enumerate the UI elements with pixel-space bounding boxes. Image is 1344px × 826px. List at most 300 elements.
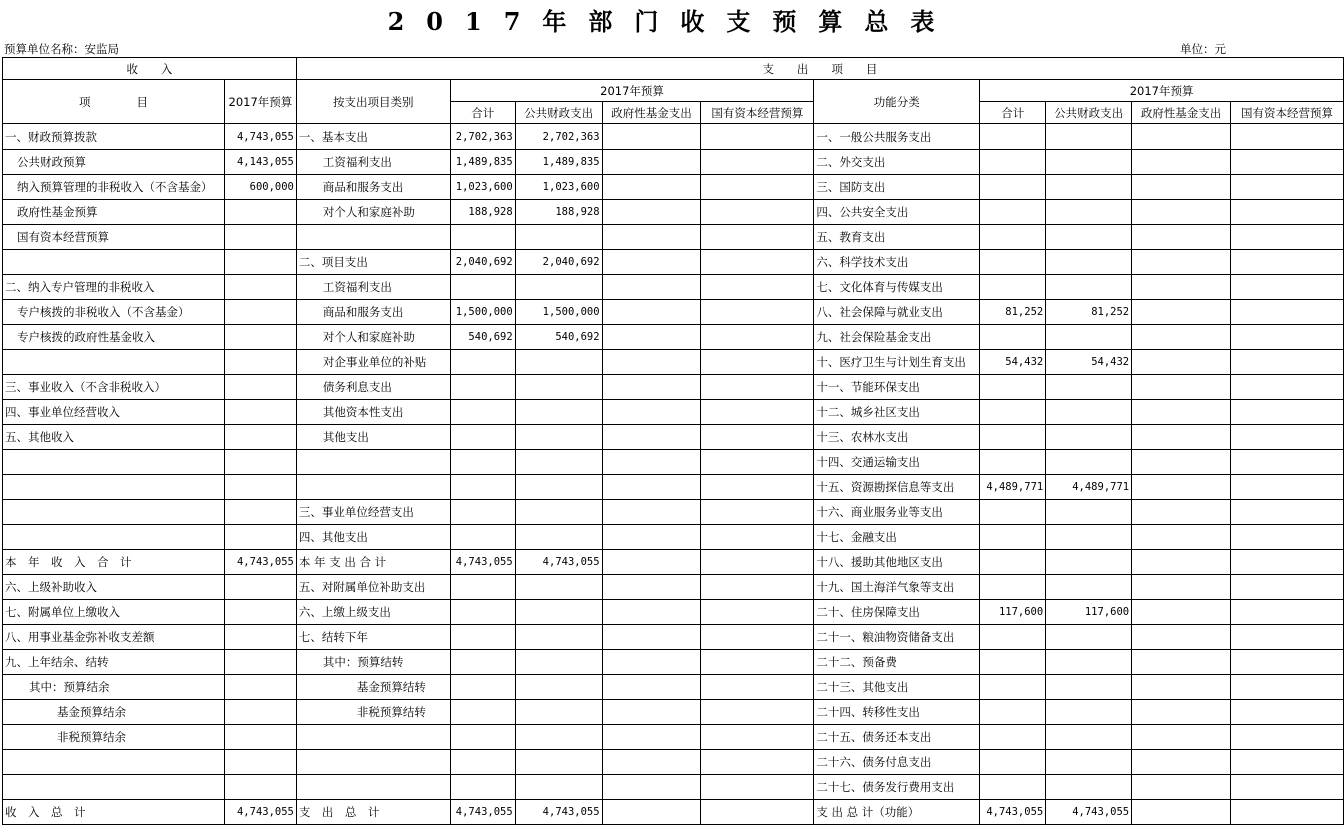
income-item-cell: 六、上级补助收入 bbox=[3, 575, 225, 600]
expense-total-cell bbox=[450, 400, 515, 425]
expense-total-cell bbox=[450, 775, 515, 800]
function-class-cell: 一、一般公共服务支出 bbox=[814, 124, 980, 150]
expense-public-cell bbox=[515, 350, 602, 375]
function-govfund-cell bbox=[1132, 400, 1231, 425]
function-capital-cell bbox=[1231, 750, 1344, 775]
function-class-cell: 二十七、债务发行费用支出 bbox=[814, 775, 980, 800]
expense-capital-cell bbox=[701, 425, 814, 450]
table-row bbox=[3, 400, 1344, 425]
function-govfund-cell bbox=[1132, 600, 1231, 625]
income-budget-cell bbox=[224, 225, 296, 250]
table-row bbox=[3, 300, 1344, 325]
expense-total-cell: 2,702,363 bbox=[450, 124, 515, 150]
function-total-cell: 117,600 bbox=[980, 600, 1046, 625]
function-public-cell: 117,600 bbox=[1046, 600, 1132, 625]
income-item-cell: 基金预算结余 bbox=[3, 700, 225, 725]
expense-public-cell: 1,500,000 bbox=[515, 300, 602, 325]
income-budget-cell bbox=[224, 475, 296, 500]
function-govfund-cell bbox=[1132, 175, 1231, 200]
expense-govfund-cell bbox=[602, 625, 701, 650]
table-row bbox=[3, 775, 1344, 800]
expense-govfund-cell bbox=[602, 425, 701, 450]
expense-capital-cell bbox=[701, 300, 814, 325]
expense-capital-cell bbox=[701, 225, 814, 250]
expense-public-cell bbox=[515, 225, 602, 250]
function-capital-cell bbox=[1231, 600, 1344, 625]
function-public-cell bbox=[1046, 425, 1132, 450]
table-row bbox=[3, 525, 1344, 550]
expense-govfund-cell bbox=[602, 500, 701, 525]
expense-total-cell bbox=[450, 700, 515, 725]
income-budget-cell bbox=[224, 300, 296, 325]
expense-public-cell bbox=[515, 450, 602, 475]
income-budget-cell: 4,743,055 bbox=[224, 800, 296, 825]
public-finance-func-header: 公共财政支出 bbox=[1046, 102, 1132, 124]
function-total-cell bbox=[980, 250, 1046, 275]
expense-capital-cell bbox=[701, 500, 814, 525]
expense-public-cell bbox=[515, 600, 602, 625]
expense-public-cell: 188,928 bbox=[515, 200, 602, 225]
table-row bbox=[3, 150, 1344, 175]
expense-capital-cell bbox=[701, 350, 814, 375]
income-item-cell: 七、附属单位上缴收入 bbox=[3, 600, 225, 625]
expense-total-cell: 188,928 bbox=[450, 200, 515, 225]
function-public-cell bbox=[1046, 450, 1132, 475]
expense-total-cell bbox=[450, 625, 515, 650]
expense-category-cell: 商品和服务支出 bbox=[296, 300, 450, 325]
org-label: 预算单位名称：安监局 bbox=[4, 42, 119, 56]
function-class-cell: 五、教育支出 bbox=[814, 225, 980, 250]
function-capital-cell bbox=[1231, 175, 1344, 200]
expense-public-cell: 2,040,692 bbox=[515, 250, 602, 275]
income-budget-cell bbox=[224, 400, 296, 425]
expense-total-cell bbox=[450, 350, 515, 375]
function-capital-cell bbox=[1231, 425, 1344, 450]
income-item-cell: 纳入预算管理的非税收入（不含基金） bbox=[3, 175, 225, 200]
function-public-cell bbox=[1046, 200, 1132, 225]
expense-category-cell: 工资福利支出 bbox=[296, 275, 450, 300]
expense-total-cell bbox=[450, 225, 515, 250]
expense-public-cell bbox=[515, 400, 602, 425]
function-capital-cell bbox=[1231, 275, 1344, 300]
expense-govfund-cell bbox=[602, 350, 701, 375]
function-public-cell: 4,743,055 bbox=[1046, 800, 1132, 825]
function-total-cell bbox=[980, 275, 1046, 300]
function-govfund-cell bbox=[1132, 225, 1231, 250]
expense-total-cell: 1,489,835 bbox=[450, 150, 515, 175]
function-total-cell bbox=[980, 775, 1046, 800]
function-total-cell bbox=[980, 425, 1046, 450]
table-row bbox=[3, 750, 1344, 775]
function-class-cell: 二十、住房保障支出 bbox=[814, 600, 980, 625]
income-item-cell bbox=[3, 450, 225, 475]
expense-capital-cell bbox=[701, 200, 814, 225]
expense-public-cell bbox=[515, 500, 602, 525]
income-item-cell: 其中：预算结余 bbox=[3, 675, 225, 700]
expense-total-cell bbox=[450, 450, 515, 475]
expense-govfund-cell bbox=[602, 150, 701, 175]
income-budget-cell: 4,143,055 bbox=[224, 150, 296, 175]
function-total-cell bbox=[980, 450, 1046, 475]
function-class-cell: 二十六、债务付息支出 bbox=[814, 750, 980, 775]
expense-category-cell: 一、基本支出 bbox=[296, 124, 450, 150]
expense-capital-cell bbox=[701, 625, 814, 650]
income-item-cell: 四、事业单位经营收入 bbox=[3, 400, 225, 425]
income-budget-cell bbox=[224, 750, 296, 775]
expense-govfund-cell bbox=[602, 800, 701, 825]
income-item-cell: 九、上年结余、结转 bbox=[3, 650, 225, 675]
expense-total-cell bbox=[450, 275, 515, 300]
budget-group-func-header: 2017年预算 bbox=[980, 80, 1344, 102]
income-budget-cell bbox=[224, 700, 296, 725]
expense-total-cell bbox=[450, 725, 515, 750]
table-row bbox=[3, 600, 1344, 625]
expense-capital-cell bbox=[701, 600, 814, 625]
expense-public-cell bbox=[515, 425, 602, 450]
function-public-cell: 81,252 bbox=[1046, 300, 1132, 325]
expense-total-cell bbox=[450, 375, 515, 400]
income-item-cell: 收 入 总 计 bbox=[3, 800, 225, 825]
expense-category-cell bbox=[296, 775, 450, 800]
expense-category-cell: 对企事业单位的补贴 bbox=[296, 350, 450, 375]
function-capital-cell bbox=[1231, 550, 1344, 575]
table-row bbox=[3, 425, 1344, 450]
expense-public-cell bbox=[515, 750, 602, 775]
expense-category-cell bbox=[296, 475, 450, 500]
expense-total-cell bbox=[450, 675, 515, 700]
function-total-cell bbox=[980, 375, 1046, 400]
income-budget-cell bbox=[224, 525, 296, 550]
table-row bbox=[3, 650, 1344, 675]
function-public-cell bbox=[1046, 175, 1132, 200]
table-row bbox=[3, 375, 1344, 400]
function-total-cell bbox=[980, 550, 1046, 575]
income-item-cell: 专户核拨的非税收入（不含基金） bbox=[3, 300, 225, 325]
expense-govfund-cell bbox=[602, 550, 701, 575]
function-total-cell bbox=[980, 525, 1046, 550]
expense-category-cell: 其中：预算结转 bbox=[296, 650, 450, 675]
function-public-cell bbox=[1046, 775, 1132, 800]
expense-total-cell bbox=[450, 425, 515, 450]
expense-category-cell: 其他支出 bbox=[296, 425, 450, 450]
function-govfund-cell bbox=[1132, 275, 1231, 300]
function-class-cell: 十四、交通运输支出 bbox=[814, 450, 980, 475]
function-capital-cell bbox=[1231, 400, 1344, 425]
function-class-cell: 十一、节能环保支出 bbox=[814, 375, 980, 400]
expense-capital-cell bbox=[701, 124, 814, 150]
function-public-cell bbox=[1046, 625, 1132, 650]
income-budget-cell bbox=[224, 600, 296, 625]
function-govfund-cell bbox=[1132, 300, 1231, 325]
function-class-cell: 四、公共安全支出 bbox=[814, 200, 980, 225]
function-total-cell bbox=[980, 725, 1046, 750]
expense-capital-cell bbox=[701, 175, 814, 200]
function-total-cell bbox=[980, 700, 1046, 725]
expense-govfund-cell bbox=[602, 700, 701, 725]
function-capital-cell bbox=[1231, 350, 1344, 375]
expense-category-cell: 七、结转下年 bbox=[296, 625, 450, 650]
function-class-cell: 九、社会保险基金支出 bbox=[814, 325, 980, 350]
income-item-cell: 政府性基金预算 bbox=[3, 200, 225, 225]
income-budget-cell bbox=[224, 675, 296, 700]
table-row bbox=[3, 175, 1344, 200]
expense-header: 支 出 项 目 bbox=[296, 58, 1343, 80]
total-func-header: 合计 bbox=[980, 102, 1046, 124]
function-class-cell: 十、医疗卫生与计划生育支出 bbox=[814, 350, 980, 375]
expense-public-cell bbox=[515, 375, 602, 400]
expense-total-cell: 4,743,055 bbox=[450, 550, 515, 575]
function-public-cell bbox=[1046, 400, 1132, 425]
function-class-cell: 十八、援助其他地区支出 bbox=[814, 550, 980, 575]
function-total-cell bbox=[980, 750, 1046, 775]
function-govfund-cell bbox=[1132, 625, 1231, 650]
expense-public-cell bbox=[515, 575, 602, 600]
income-item-cell: 公共财政预算 bbox=[3, 150, 225, 175]
expense-govfund-cell bbox=[602, 725, 701, 750]
function-public-cell bbox=[1046, 675, 1132, 700]
expense-capital-cell bbox=[701, 725, 814, 750]
income-budget-cell bbox=[224, 250, 296, 275]
income-item-cell bbox=[3, 475, 225, 500]
function-govfund-cell bbox=[1132, 350, 1231, 375]
function-capital-cell bbox=[1231, 475, 1344, 500]
function-govfund-cell bbox=[1132, 650, 1231, 675]
expense-public-cell: 2,702,363 bbox=[515, 124, 602, 150]
income-item-cell: 三、事业收入（不含非税收入） bbox=[3, 375, 225, 400]
income-item-cell: 非税预算结余 bbox=[3, 725, 225, 750]
expense-govfund-cell bbox=[602, 450, 701, 475]
expense-total-cell: 1,023,600 bbox=[450, 175, 515, 200]
expense-total-cell bbox=[450, 525, 515, 550]
income-header: 收 入 bbox=[3, 58, 297, 80]
function-total-cell bbox=[980, 124, 1046, 150]
expense-govfund-cell bbox=[602, 750, 701, 775]
function-class-cell: 二十一、粮油物资储备支出 bbox=[814, 625, 980, 650]
income-item-cell bbox=[3, 775, 225, 800]
expense-capital-cell bbox=[701, 375, 814, 400]
function-capital-cell bbox=[1231, 675, 1344, 700]
table-row bbox=[3, 275, 1344, 300]
function-total-cell bbox=[980, 675, 1046, 700]
expense-total-cell bbox=[450, 500, 515, 525]
expense-public-cell bbox=[515, 525, 602, 550]
table-row bbox=[3, 575, 1344, 600]
income-budget-cell bbox=[224, 350, 296, 375]
function-total-cell bbox=[980, 200, 1046, 225]
function-capital-cell bbox=[1231, 625, 1344, 650]
function-capital-cell bbox=[1231, 450, 1344, 475]
table-row bbox=[3, 675, 1344, 700]
budget-group-header: 2017年预算 bbox=[450, 80, 814, 102]
function-govfund-cell bbox=[1132, 500, 1231, 525]
income-budget-cell bbox=[224, 575, 296, 600]
by-category-header: 按支出项目类别 bbox=[296, 80, 450, 124]
income-budget-cell bbox=[224, 500, 296, 525]
expense-govfund-cell bbox=[602, 650, 701, 675]
expense-govfund-cell bbox=[602, 375, 701, 400]
expense-capital-cell bbox=[701, 750, 814, 775]
table-row bbox=[3, 475, 1344, 500]
expense-govfund-cell bbox=[602, 575, 701, 600]
function-class-cell: 十五、资源勘探信息等支出 bbox=[814, 475, 980, 500]
table-row bbox=[3, 450, 1344, 475]
budget2017-header: 2017年预算 bbox=[224, 80, 296, 124]
income-budget-cell bbox=[224, 325, 296, 350]
function-public-cell bbox=[1046, 525, 1132, 550]
function-capital-cell bbox=[1231, 225, 1344, 250]
function-govfund-cell bbox=[1132, 750, 1231, 775]
function-class-cell: 二、外交支出 bbox=[814, 150, 980, 175]
income-item-cell: 八、用事业基金弥补收支差额 bbox=[3, 625, 225, 650]
expense-govfund-cell bbox=[602, 325, 701, 350]
income-budget-cell bbox=[224, 200, 296, 225]
function-class-cell: 十九、国土海洋气象等支出 bbox=[814, 575, 980, 600]
function-class-cell: 八、社会保障与就业支出 bbox=[814, 300, 980, 325]
income-item-cell: 二、纳入专户管理的非税收入 bbox=[3, 275, 225, 300]
expense-total-cell: 540,692 bbox=[450, 325, 515, 350]
function-capital-cell bbox=[1231, 200, 1344, 225]
function-capital-cell bbox=[1231, 300, 1344, 325]
table-row bbox=[3, 250, 1344, 275]
income-budget-cell: 4,743,055 bbox=[224, 124, 296, 150]
expense-govfund-cell bbox=[602, 175, 701, 200]
expense-total-cell: 4,743,055 bbox=[450, 800, 515, 825]
item-header: 项 目 bbox=[3, 80, 225, 124]
function-capital-cell bbox=[1231, 575, 1344, 600]
function-public-cell bbox=[1046, 275, 1132, 300]
expense-capital-cell bbox=[701, 400, 814, 425]
expense-public-cell bbox=[515, 700, 602, 725]
expense-category-cell: 三、事业单位经营支出 bbox=[296, 500, 450, 525]
function-capital-cell bbox=[1231, 150, 1344, 175]
income-budget-cell bbox=[224, 275, 296, 300]
function-public-cell bbox=[1046, 750, 1132, 775]
function-total-cell: 4,743,055 bbox=[980, 800, 1046, 825]
function-capital-cell bbox=[1231, 700, 1344, 725]
function-public-cell bbox=[1046, 225, 1132, 250]
func-class-header: 功能分类 bbox=[814, 80, 980, 124]
expense-capital-cell bbox=[701, 800, 814, 825]
expense-category-cell: 对个人和家庭补助 bbox=[296, 200, 450, 225]
function-capital-cell bbox=[1231, 500, 1344, 525]
function-capital-cell bbox=[1231, 525, 1344, 550]
function-govfund-cell bbox=[1132, 525, 1231, 550]
table-row bbox=[3, 725, 1344, 750]
expense-govfund-cell bbox=[602, 775, 701, 800]
expense-total-cell bbox=[450, 750, 515, 775]
expense-public-cell bbox=[515, 275, 602, 300]
expense-capital-cell bbox=[701, 275, 814, 300]
income-budget-cell bbox=[224, 375, 296, 400]
expense-govfund-cell bbox=[602, 200, 701, 225]
expense-capital-cell bbox=[701, 675, 814, 700]
function-class-cell: 七、文化体育与传媒支出 bbox=[814, 275, 980, 300]
function-total-cell bbox=[980, 150, 1046, 175]
expense-total-cell: 1,500,000 bbox=[450, 300, 515, 325]
function-class-cell: 二十四、转移性支出 bbox=[814, 700, 980, 725]
function-total-cell: 54,432 bbox=[980, 350, 1046, 375]
income-item-cell bbox=[3, 525, 225, 550]
page-title: 2017年部门收支预算总表 bbox=[387, 7, 957, 36]
function-govfund-cell bbox=[1132, 775, 1231, 800]
function-capital-cell bbox=[1231, 124, 1344, 150]
function-govfund-cell bbox=[1132, 575, 1231, 600]
function-govfund-cell bbox=[1132, 450, 1231, 475]
expense-category-cell: 对个人和家庭补助 bbox=[296, 325, 450, 350]
function-govfund-cell bbox=[1132, 700, 1231, 725]
table-row bbox=[3, 800, 1344, 825]
function-total-cell: 4,489,771 bbox=[980, 475, 1046, 500]
function-capital-cell bbox=[1231, 325, 1344, 350]
expense-category-cell: 五、对附属单位补助支出 bbox=[296, 575, 450, 600]
budget-table bbox=[2, 57, 1344, 825]
function-capital-cell bbox=[1231, 375, 1344, 400]
expense-category-cell: 工资福利支出 bbox=[296, 150, 450, 175]
total-header: 合计 bbox=[450, 102, 515, 124]
income-item-cell bbox=[3, 750, 225, 775]
function-govfund-cell bbox=[1132, 124, 1231, 150]
function-govfund-cell bbox=[1132, 375, 1231, 400]
expense-capital-cell bbox=[701, 250, 814, 275]
function-public-cell bbox=[1046, 150, 1132, 175]
income-budget-cell bbox=[224, 725, 296, 750]
function-class-cell: 二十三、其他支出 bbox=[814, 675, 980, 700]
income-budget-cell: 4,743,055 bbox=[224, 550, 296, 575]
function-class-cell: 六、科学技术支出 bbox=[814, 250, 980, 275]
income-budget-cell bbox=[224, 650, 296, 675]
expense-public-cell: 1,489,835 bbox=[515, 150, 602, 175]
function-public-cell bbox=[1046, 250, 1132, 275]
expense-total-cell bbox=[450, 650, 515, 675]
function-class-cell: 二十二、预备费 bbox=[814, 650, 980, 675]
income-item-cell: 本 年 收 入 合 计 bbox=[3, 550, 225, 575]
expense-total-cell: 2,040,692 bbox=[450, 250, 515, 275]
expense-category-cell bbox=[296, 725, 450, 750]
expense-capital-cell bbox=[701, 575, 814, 600]
function-class-cell: 二十五、债务还本支出 bbox=[814, 725, 980, 750]
expense-capital-cell bbox=[701, 775, 814, 800]
income-item-cell bbox=[3, 350, 225, 375]
function-govfund-cell bbox=[1132, 150, 1231, 175]
income-budget-cell: 600,000 bbox=[224, 175, 296, 200]
function-govfund-cell bbox=[1132, 475, 1231, 500]
income-budget-cell bbox=[224, 775, 296, 800]
expense-category-cell: 六、上缴上级支出 bbox=[296, 600, 450, 625]
function-public-cell: 54,432 bbox=[1046, 350, 1132, 375]
income-budget-cell bbox=[224, 450, 296, 475]
expense-govfund-cell bbox=[602, 525, 701, 550]
income-item-cell: 一、财政预算拨款 bbox=[3, 124, 225, 150]
expense-public-cell: 4,743,055 bbox=[515, 800, 602, 825]
function-public-cell bbox=[1046, 325, 1132, 350]
function-public-cell bbox=[1046, 500, 1132, 525]
table-row bbox=[3, 500, 1344, 525]
expense-capital-cell bbox=[701, 550, 814, 575]
expense-public-cell: 540,692 bbox=[515, 325, 602, 350]
expense-govfund-cell bbox=[602, 124, 701, 150]
function-capital-cell bbox=[1231, 725, 1344, 750]
table-row bbox=[3, 325, 1344, 350]
expense-govfund-cell bbox=[602, 300, 701, 325]
expense-public-cell bbox=[515, 625, 602, 650]
table-row bbox=[3, 625, 1344, 650]
expense-capital-cell bbox=[701, 525, 814, 550]
function-class-cell: 十七、金融支出 bbox=[814, 525, 980, 550]
expense-category-cell: 商品和服务支出 bbox=[296, 175, 450, 200]
expense-category-cell: 本 年 支 出 合 计 bbox=[296, 550, 450, 575]
income-item-cell: 五、其他收入 bbox=[3, 425, 225, 450]
function-public-cell bbox=[1046, 124, 1132, 150]
